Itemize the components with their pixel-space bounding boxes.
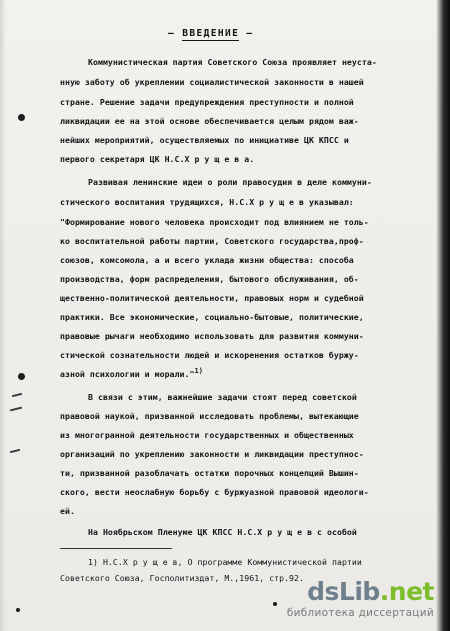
body-line: Коммунистическая партия Советского Союза проявляет неуста- (88, 57, 377, 67)
body-line: ликвидации ее на этой основе обеспечивается целым рядом важ- (60, 116, 359, 126)
footnote-marker: 1) (194, 367, 203, 375)
body-line: нейших мероприятий, осуществляемых по инициативе ЦК КПСС и (60, 135, 349, 145)
body-line: стического воспитания трудящихся, Н.С.Х р у щ е в указывал: (60, 197, 354, 207)
watermark-domain-accent: .net (379, 577, 434, 606)
scan-mark (10, 407, 22, 412)
quote-line: "Формирование нового человека происходит под влиянием не толь- (60, 217, 369, 227)
quote-line: щественно-политической деятельности, правовых норм и судебной (60, 293, 364, 303)
heading-word: ВВЕДЕНИЕ (182, 28, 240, 39)
body-line: На Ноябрьском Пленуме ЦК КПСС Н.С.Х р у щ е в с особой (88, 527, 357, 537)
page-heading (168, 28, 253, 39)
quote-line: правовые рычаги необходимо использовать для развития коммуни- (60, 331, 364, 341)
body-line: из многогранной деятельности государственных и общественных (60, 430, 354, 440)
footnote-line: 1) Н.С.Х р у щ е в, О программе Коммунистической партии (88, 557, 362, 567)
body-line: ей. (60, 506, 75, 516)
quote-end-text: азной психологии и морали." (60, 369, 195, 379)
quote-line (60, 369, 203, 379)
heading-dash: – (239, 28, 254, 39)
scan-mark (10, 449, 20, 453)
body-line: В связи с этим, важнейшие задачи стоят перед советской (88, 392, 357, 402)
quote-line: практики. Все экономические, социально-бытовые, политические, (60, 312, 364, 322)
body-line: ского, вести неослабную борьбу с буржуазной правовой идеологи- (60, 487, 369, 497)
scan-mark (12, 393, 22, 397)
scan-dot (273, 602, 277, 606)
binding-hole-mark (18, 114, 25, 121)
body-line: Развивая ленинские идеи о роли правосудия в деле коммуни- (88, 177, 372, 187)
watermark-caption: библиотека диссертаций (286, 607, 434, 619)
body-line: первого секретаря ЦК Н.С.Х р у щ е в а. (60, 154, 255, 164)
watermark-domain-main: dsLib (307, 577, 380, 606)
page-left-edge (0, 0, 6, 631)
quote-line: ко воспитательной работы партии, Советского государства,проф- (60, 236, 364, 246)
footnote-line: Советского Союза, Госполитиздат, М.,1961, стр.92. (60, 573, 304, 583)
body-line: нную заботу об укреплении социалистической законности в нашей (60, 77, 364, 87)
quote-line: стической сознательности людей и искоренения остатков буржу- (60, 350, 359, 360)
scan-dark-edge (436, 0, 450, 631)
quote-line: производства, форм распределения, бытового обслуживания, об- (60, 274, 359, 284)
site-watermark (286, 577, 436, 623)
scan-dot (16, 608, 20, 612)
watermark-domain (307, 577, 434, 606)
binding-hole-mark (18, 373, 25, 380)
body-line: правовой наукой, призванной исследовать проблемы, вытекающие (60, 411, 359, 421)
heading-dash: – (168, 28, 183, 39)
footnote-rule (60, 548, 172, 549)
body-line: ти, призванной разоблачать остатки порочных концепций Вышин- (60, 468, 359, 478)
quote-line: союзов, комсомола, а и всего уклада жизни общества: способа (60, 255, 354, 265)
body-line: стране. Решение задачи предупреждения преступности и полной (60, 97, 354, 107)
body-line: организаций по укреплению законности и ликвидации преступнос- (60, 449, 364, 459)
